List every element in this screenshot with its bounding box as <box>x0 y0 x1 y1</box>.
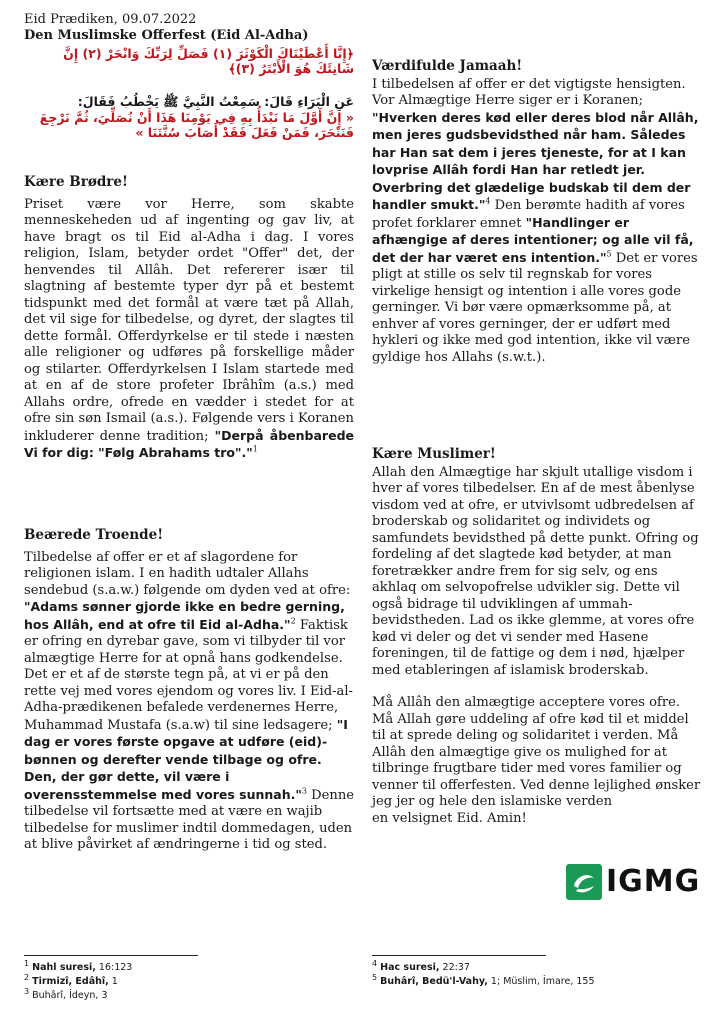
igmg-logo <box>566 864 701 900</box>
sermon-title: Den Muslimske Offerfest (Eid Al-Adha) <box>24 28 309 43</box>
section-heading: Værdifulde Jamaah! <box>372 58 523 74</box>
paragraph-text: Priset være vor Herre, som skabte menneskeheden ud af ingenting og gav liv, at have bragt os til Eid al-Adha i dag. I vores religion, Islam, betyder ordet "Offer" det, der henvendes til Allâh. Det refererer især til slagtning af bestemte typer dyr på et bestemt tidspunkt med det formål at være tæt på Allah, det vil sige for tilbedelse, og dyret, der slagtes til dette formål. Offerdyrkelse er til stede i næsten alle religioner og udføres på forskellige måder og stilarter. Offerdyrkelsen I Islam startede med at en af de store profeter Ibrâhîm (a.s.) med Allahs ordre, ofrede en vædder i stedet for at ofre sin søn Ismail (a.s.). Følgende vers i Koranen inkluderer denne tradition; <box>24 196 354 444</box>
section-paragraph <box>24 197 354 463</box>
arabic-hadith <box>24 110 354 140</box>
closing-line: en velsignet Eid. Amin! <box>372 810 527 826</box>
footnote-number: 2 <box>24 972 30 982</box>
paragraph-text: Det er vores pligt at stille os selv til regnskab for vores virkelige hensigt og intention i alle vores gode gerninger. Vi bør være opmærksomme på, at enhver af vores gerninger, der er udført med hykleri og ikke med god intention, ikke vil være gyldige hos Allahs (s.w.t.). <box>372 250 698 365</box>
footnote-reference: 1; Müslim, İmare, 155 <box>487 976 595 987</box>
section-paragraph <box>24 550 354 854</box>
footnote-reference: 22:37 <box>439 962 470 973</box>
section-baerede-troende <box>24 527 354 854</box>
paragraph-text: Den berømte hadith af vores profet forklarer emnet <box>372 198 685 231</box>
footnote-source: Buhârî, İdeyn, 3 <box>32 990 108 1001</box>
hadith-quote: "Adams sønner gjorde ikke en bedre gerning, hos Allâh, end at ofre til Eid al-Adha." <box>24 599 345 632</box>
section-heading: Beærede Troende! <box>24 527 164 543</box>
paragraph-text: I tilbedelsen af offer er det vigtigste hensigten. Vor Almægtige Herre siger er i Koranen; <box>372 76 686 108</box>
date-line: Eid Prædiken, 09.07.2022 <box>24 12 197 27</box>
section-heading: Kære Muslimer! <box>372 446 496 462</box>
quran-quote: "Derpå åbenbarede Vi for dig: "Følg Abrahams tro"." <box>24 427 354 460</box>
footnote-divider-left <box>24 955 198 956</box>
footnote-ref: 1 <box>252 444 258 454</box>
footnote-ref: 2 <box>290 616 296 626</box>
quran-quote: "Hverken deres kød eller deres blod når Allâh, men jeres gudsbevidsthed når ham. Således har Han sat dem i jeres tjeneste, for at I kan lovprise Allâh fordi Han har retledt jer. Overbring det glædelige budskab til dem der handler smukt." <box>372 109 699 212</box>
section-kaere-muslimer <box>372 446 704 827</box>
hadith-quote: "Handlinger er afhængige af deres intentioner; og alle vil få, det der har været ens intention." <box>372 214 694 265</box>
footnote-2 <box>24 972 118 988</box>
footnote-source: Hac suresi, <box>380 962 440 973</box>
footnote-ref: 4 <box>485 196 491 206</box>
arabic-hadith-text: « إِنَّ أَوَّلَ مَا نَبْدَأُ بِهِ فِي يَوْمِنَا هَذَا أَنْ نُصَلِّيَ، ثُمَّ نَرْجِعَ فَنَنْحَرَ، فَمَنْ فَعَلَ فَقَدْ أَصَابَ سُنَّتَنَا » <box>39 110 354 140</box>
section-paragraph <box>372 77 704 367</box>
paragraph-text: Faktisk er ofring en dyrebar gave, som vi tilbyder til vor almægtige Herre for at opnå hans godkendelse. Det er et af de største tegn på, at vi er på den rette vej med vores ejendom og vores liv. I Eid-al-Adha-prædikenen befalede verdenernes Herre, Muhammad Mustafa (s.a.w) til sine ledsagere; <box>24 617 353 733</box>
footnote-3 <box>24 986 108 1002</box>
footnote-source: Nahl suresi, <box>32 962 96 973</box>
paragraph-text: Denne tilbedelse vil fortsætte med at være en wajib tilbedelse for muslimer indtil dommedagen, uden at blive påvirket af ændringerne i tid og sted. <box>24 787 355 852</box>
footnote-ref: 3 <box>301 786 307 796</box>
footnote-divider-right <box>372 955 546 956</box>
closing-paragraph: Må Allâh den almægtige acceptere vores ofre. Må Allah gøre uddeling af ofre kød til et middel til at sprede deling og solidaritet i verden. Må Allâh den almægtige give os mulighed for at tilbringe frugtbare tider med vores familier og venner til offerfesten. Ved denne lejlighed ønsker jeg jer og hele den islamiske verden <box>372 695 701 809</box>
section-paragraph: Allah den Almægtige har skjult utallige visdom i hver af vores tilbedelser. En af de mest åbenlyse visdom ved at ofre, er utvivlsomt udbredelsen af broderskab og solidaritet og individets og samfundets bevidsthed på dette punkt. Ofring og fordeling af det slagtede kød betyder, at man foretrækker andre frem for sig selv, og ens akhlaq om selvopofrelse udvikler sig. Dette vil også bidrage til udviklingen af ummah-bevidstheden. Lad os ikke glemme, at vores ofre kød vi deler og det vi sender med Hasene foreningen, til de fattige og dem i nød, hjælper med etableringen af islamisk broderskab. <box>372 464 699 678</box>
section-kaere-brodre <box>24 174 354 463</box>
igmg-emblem-icon <box>566 864 602 900</box>
footnote-number: 4 <box>372 958 378 968</box>
arabic-verse-text: ﴿إِنَّا أَعْطَيْنَاكَ الْكَوْثَرَ (١) فَصَلِّ لِرَبِّكَ وَانْحَرْ (٢) إِنَّ شَانِئَكَ هُوَ الْأَبْتَرُ (٣)﴾ <box>63 46 354 76</box>
footnote-number: 1 <box>24 958 30 968</box>
hadith-quote: "I dag er vores første opgave at udføre (eid)-bønnen og derefter vende tilbage og ofre. Den, der gør dette, vil være i overensstemmelse med vores sunnah." <box>24 716 348 802</box>
section-vaerdifulde-jamaah <box>372 58 704 366</box>
footnote-1 <box>24 958 133 974</box>
arabic-verse <box>24 46 354 76</box>
footnote-4 <box>372 958 470 974</box>
footnote-number: 5 <box>372 972 378 982</box>
section-heading: Kære Brødre! <box>24 174 128 190</box>
footnote-reference: 16:123 <box>95 962 133 973</box>
footnote-5 <box>372 972 595 988</box>
footnote-ref: 5 <box>606 249 612 259</box>
paragraph-text: Tilbedelse af offer er et af slagordene for religionen islam. I en hadith udtaler Allahs sendebud (s.a.w.) følgende om dyden ved at ofre: <box>24 549 351 598</box>
footnote-number: 3 <box>24 986 30 996</box>
footnote-source: Buhârî, Bedü'l-Vahy, <box>380 976 488 987</box>
footnote-reference: 1 <box>108 976 118 987</box>
arabic-hadith-intro: عَنِ الْبَرَاءِ قَالَ: سَمِعْتُ النَّبِيَّ ﷺ يَخْطُبُ فَقَالَ: <box>77 94 354 109</box>
footnote-source: Tirmizî, Edâhî, <box>32 976 109 987</box>
igmg-wordmark: IGMG <box>606 864 701 899</box>
